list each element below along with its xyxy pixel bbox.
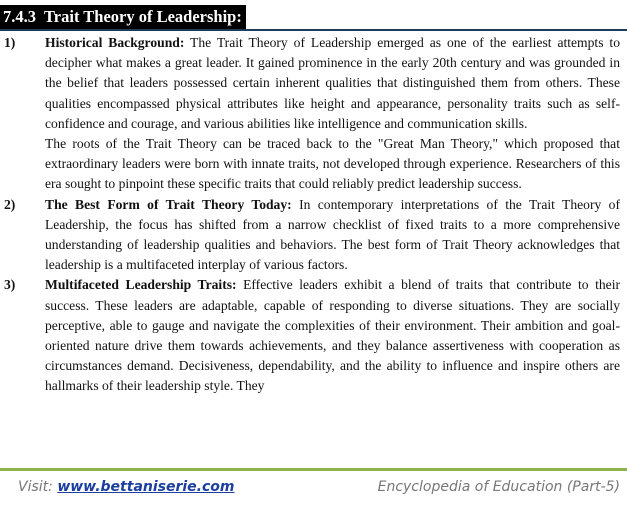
footer-divider — [0, 468, 627, 471]
footer-visit — [18, 479, 235, 495]
section-number: 7.4.3 — [3, 7, 36, 26]
footer-book-title: Encyclopedia of Education (Part-5) — [377, 479, 620, 495]
list-item-best-form — [0, 195, 620, 276]
paragraph-continued: The roots of the Trait Theory can be traced back to the "Great Man Theory," which proposed that extraordinary leaders were born with innate traits, not developed through experience. Researchers of this era sought to pinpoint these specific traits that could reliably predict leadership success. — [45, 136, 620, 192]
item-text: Effective leaders exhibit a blend of traits that contribute to their success. These leaders are adaptable, capable of responding to diverse situations. They are socially perceptive, able to gauge and navigate the complexities of their environment. Their ambition and goal-oriented nature drive them towards achievements, and they balance assertiveness with cooperation as circumstances demand. Decisiveness, dependability, and the ability to influence and inspire others are hallmarks of their leadership style. They — [45, 277, 621, 394]
item-text: The Trait Theory of Leadership emerged as one of the earliest attempts to decipher what makes a great leader. It gained prominence in the early 20th century and was grounded in the belief that leaders possessed certain inherent qualities that distinguished them from others. These qualities encompassed physical attributes like height and appearance, personality traits such as self-confidence and courage, and various abilities like intelligence and communication skills. — [45, 35, 620, 131]
website-link[interactable]: www.bettaniserie.com — [57, 479, 235, 495]
item-title: Multifaceted Leadership Traits: — [45, 277, 237, 293]
page-footer — [0, 479, 627, 501]
document-body — [0, 33, 620, 397]
section-title: Trait Theory of Leadership: — [44, 7, 242, 26]
list-item-number: 3) — [4, 277, 16, 293]
item-title: Historical Background: — [45, 35, 185, 50]
section-heading-bar — [0, 5, 627, 31]
footer-visit-label: Visit: — [18, 479, 53, 495]
paragraph — [45, 275, 620, 396]
paragraph — [45, 195, 620, 276]
item-title: The Best Form of Trait Theory Today: — [45, 196, 292, 212]
paragraph — [45, 33, 620, 134]
section-heading — [0, 5, 246, 29]
list-item-historical-background — [0, 33, 620, 195]
list-item-number: 2) — [4, 196, 16, 212]
list-item-multifaceted-traits — [0, 275, 620, 396]
item-text: In contemporary interpretations of the Trait Theory of Leadership, the focus has shifted from a narrow checklist of fixed traits to a more comprehensive understanding of leadership qualities and behaviors. The best form of Trait Theory acknowledges that leadership is a multifaceted interplay of various factors. — [45, 196, 620, 273]
list-item-number: 1) — [4, 35, 16, 50]
